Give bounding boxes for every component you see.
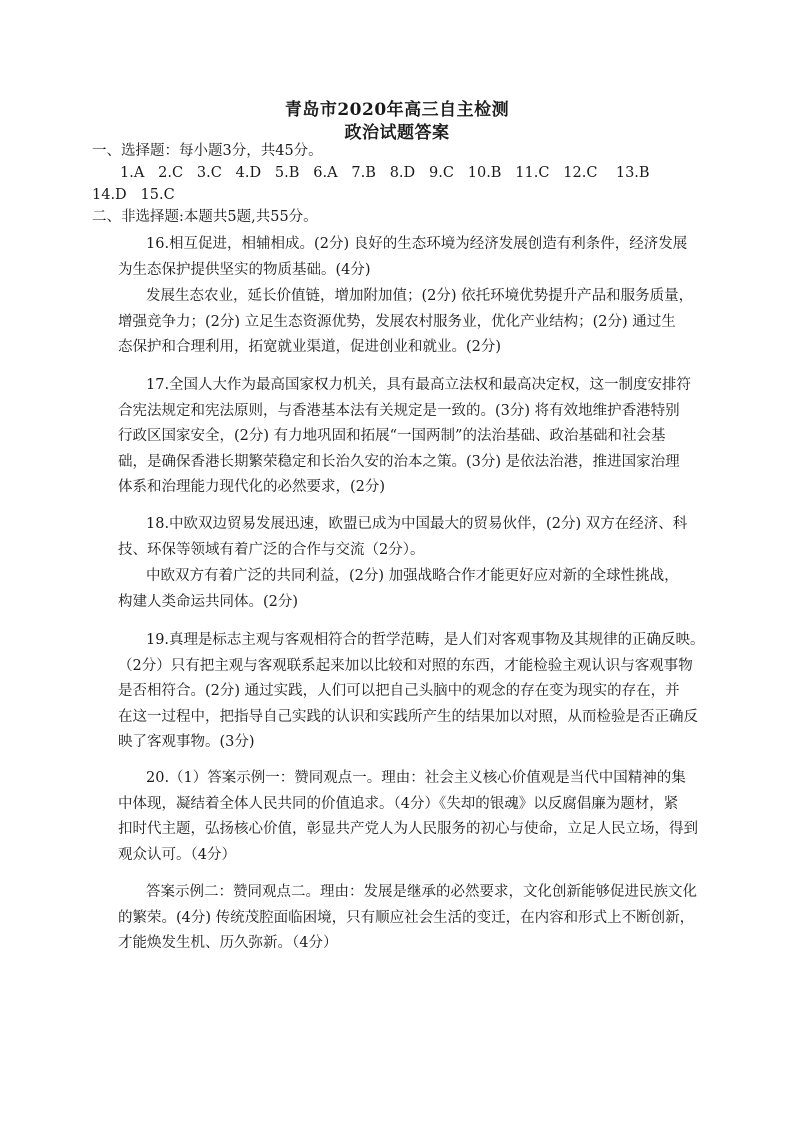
q18-p2-line-1: 中欧双方有着广泛的共同利益，(2分) 加强战略合作才能更好应对新的全球性挑战， <box>146 568 679 584</box>
q20-paragraph-1 <box>118 766 698 868</box>
q20-paragraph-2 <box>118 880 698 957</box>
q17-p1-line-3: 行政区国家安全，(2分) 有力地巩固和拓展“一国两制”的法治基础、政治基础和社会基 <box>118 428 666 444</box>
q18-p1-line-2: 技、环保等领域有着广泛的合作与交流（2分）。 <box>118 541 425 558</box>
document-title: 青岛市2020年高三自主检测 <box>284 100 510 120</box>
q19-paragraph-1 <box>118 628 705 756</box>
q20-p1-line-2: 中体现，凝结着全体人民共同的价值追求。（4分）《失却的银魂》以反腐倡廉为题材，紧 <box>118 795 679 812</box>
q20-p2-line-3: 才能焕发生机、历久弥新。（4分） <box>118 935 338 951</box>
q19-p1-line-4: 在这一过程中，把指导自己实践的认识和实践所产生的结果加以对照，从而检验是否正确反 <box>118 708 698 725</box>
q18-p1-line-1: 18.中欧双边贸易发展迅速，欧盟已成为中国最大的贸易伙伴，(2分) 双方在经济、科 <box>146 516 688 532</box>
q16-p1-line-1: 16.相互促进，相辅相成。(2分) 良好的生态环境为经济发展创造有利条件，经济发展 <box>146 236 688 252</box>
q17-p1-line-4: 础，是确保香港长期繁荣稳定和长治久安的治本之策。(3分) 是依法治港，推进国家治理 <box>118 453 680 470</box>
q20-p2-line-2: 的繁荣。(4分) 传统茂腔面临困境，只有顺应社会生活的变迁，在内容和形式上不断创新， <box>118 909 695 926</box>
q20-p1-line-1: 20.（1）答案示例一：赞同观点一。理由：社会主义核心价值观是当代中国精神的集 <box>146 770 686 786</box>
q17-p1-line-5: 体系和治理能力现代化的必然要求，(2分) <box>118 479 386 495</box>
q20-p2-line-1: 答案示例二：赞同观点二。理由：发展是继承的必然要求，文化创新能够促进民族文化 <box>146 884 697 900</box>
q19-p1-line-5: 映了客观事物。(3分) <box>118 734 255 750</box>
answers-row-1: 1.A 2.C 3.C 4.D 5.B 6.A 7.B 8.D 9.C 10.B 11.C 12.C 13.B <box>120 165 650 181</box>
q16-p2-line-1: 发展生态农业，延长价值链，增加附加值；(2分) 依托环境优势提升产品和服务质量， <box>146 288 694 304</box>
q16-paragraph-1 <box>118 232 698 283</box>
q16-p2-line-2: 增强竞争力；(2分) 立足生态资源优势，发展农村服务业，优化产业结构；(2分) 通过生 <box>118 313 676 330</box>
q19-p1-line-2: （2分）只有把主观与客观联系起来加以比较和对照的东西，才能检验主观认识与客观事物 <box>118 657 693 674</box>
answers-row-2: 14.D 15.C <box>92 187 175 203</box>
q19-p1-line-1: 19.真理是标志主观与客观相符合的哲学范畴，是人们对客观事物及其规律的正确反映。 <box>146 632 705 648</box>
q18-paragraph-1 <box>118 512 698 563</box>
q16-p2-line-3: 态保护和合理利用，拓宽就业渠道，促进创业和就业。(2分) <box>118 339 502 355</box>
q20-p1-line-3: 扣时代主题，弘扬核心价值，彰显共产党人为人民服务的初心与使命，立足人民立场，得到 <box>118 821 698 837</box>
q18-p2-line-2: 构建人类命运共同体。(2分) <box>118 593 299 610</box>
q19-p1-line-3: 是否相符合。(2分) 通过实践，人们可以把自己头脑中的观念的存在变为现实的存在，并 <box>118 683 680 699</box>
section-1-heading: 一、选择题：每小题3分，共45分。 <box>92 143 323 159</box>
q17-p1-line-2: 合宪法规定和宪法原则，与香港基本法有关规定是一致的。(3分) 将有效地维护香港特别 <box>118 402 680 419</box>
q17-paragraph-1 <box>118 373 698 501</box>
q20-p1-line-4: 观众认可。（4分） <box>118 846 236 863</box>
q16-paragraph-2 <box>118 284 698 361</box>
section-2-heading: 二、非选择题:本题共5题,共55分。 <box>92 209 318 225</box>
q17-p1-line-1: 17.全国人大作为最高国家权力机关，具有最高立法权和最高决定权，这一制度安排符 <box>146 377 692 393</box>
q16-p1-line-2: 为生态保护提供坚实的物质基础。(4分) <box>118 261 371 278</box>
document-subtitle: 政治试题答案 <box>344 123 450 143</box>
q18-paragraph-2 <box>118 564 698 615</box>
